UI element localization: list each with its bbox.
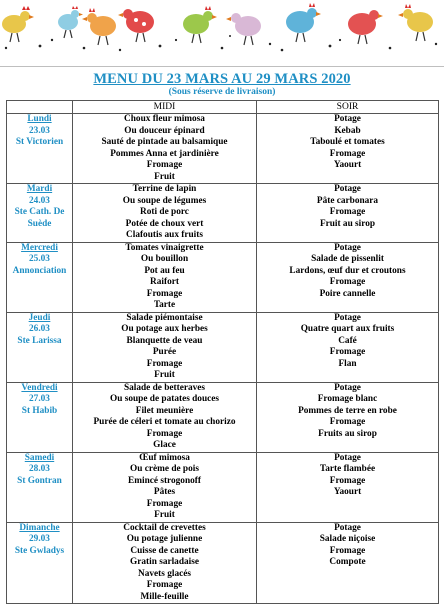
day-date: 24.03	[29, 195, 50, 206]
page-subtitle: (Sous réserve de livraison)	[168, 87, 276, 97]
day-saint: Ste Larissa	[17, 335, 62, 346]
soir-cell	[257, 114, 439, 184]
day-cell	[7, 522, 73, 604]
day-cell	[7, 242, 73, 312]
soir-dish: Fruits au sirop	[318, 428, 377, 439]
day-saint: St Habib	[21, 405, 58, 416]
soir-dish: Quatre quart aux fruits	[300, 324, 395, 334]
midi-dish: Filet meunière	[135, 405, 194, 416]
day-saint: Ste Gwladys	[14, 545, 65, 556]
table-row	[7, 184, 439, 243]
soir-dish: Pâte carbonara	[316, 195, 379, 206]
midi-dish: Salade de betteraves	[123, 382, 206, 393]
midi-dish: Fruit	[154, 171, 175, 182]
soir-dish: Yaourt	[333, 160, 362, 170]
midi-dish: Tomates vinaigrette	[125, 242, 204, 253]
header-day	[7, 101, 73, 114]
day-cell	[7, 382, 73, 452]
midi-dish: Fromage	[146, 498, 183, 509]
day-saint: Ste Cath. De Suède	[14, 207, 65, 229]
soir-dish: Potage	[334, 522, 361, 533]
soir-dish: Fromage	[329, 475, 366, 486]
midi-dish: Roti de porc	[140, 207, 189, 217]
chicken-icon	[58, 6, 83, 38]
soir-cell	[257, 242, 439, 312]
soir-dish: Potage	[334, 312, 361, 323]
midi-cell	[73, 452, 257, 522]
table-row	[7, 242, 439, 312]
midi-dish: Pot au feu	[144, 265, 185, 276]
chicken-icon	[286, 3, 321, 42]
soir-dish: Yaourt	[333, 487, 362, 497]
day-cell	[7, 184, 73, 243]
chicken-icon	[183, 6, 217, 43]
midi-dish: Glace	[153, 440, 176, 450]
day-name: Samedi	[24, 452, 55, 463]
midi-dish: Ou douceur épinard	[124, 125, 205, 136]
soir-dish: Kebab	[334, 125, 361, 136]
midi-dish: Fromage	[146, 428, 183, 439]
soir-dish: Potage	[334, 242, 361, 253]
midi-dish: Emincé strogonoff	[128, 475, 201, 486]
midi-dish: Fromage	[146, 580, 183, 590]
midi-dish: Fruit	[154, 370, 175, 380]
soir-dish: Pommes de terre en robe	[298, 405, 397, 416]
soir-cell	[257, 522, 439, 604]
midi-cell	[73, 382, 257, 452]
soir-dish: Potage	[334, 184, 361, 194]
midi-dish: Fromage	[146, 160, 183, 170]
midi-dish: Pâtes	[153, 487, 176, 497]
soir-dish: Flan	[338, 358, 357, 369]
midi-dish: Ou soupe de légumes	[122, 195, 207, 206]
midi-dish: Cuisse de canette	[130, 545, 199, 556]
midi-dish: Navets glacés	[138, 568, 191, 579]
day-cell	[7, 114, 73, 184]
soir-dish: Poire cannelle	[319, 288, 376, 299]
table-row	[7, 522, 439, 604]
midi-cell	[73, 312, 257, 382]
midi-dish: Ou crème de pois	[130, 464, 199, 474]
table-row	[7, 452, 439, 522]
table-row	[7, 312, 439, 382]
soir-dish: Compote	[329, 557, 366, 567]
soir-dish: Potage	[334, 114, 361, 124]
midi-dish: Ou bouillon	[140, 254, 189, 264]
table-header-row	[7, 101, 439, 114]
midi-dish: Fruit	[154, 510, 175, 520]
day-name: Jeudi	[28, 312, 51, 323]
midi-cell	[73, 242, 257, 312]
midi-dish: Cocktail de crevettes	[123, 522, 206, 533]
day-date: 27.03	[29, 394, 50, 404]
midi-dish: Œuf mimosa	[139, 452, 190, 463]
midi-dish: Fromage	[146, 358, 183, 369]
separator-line	[0, 66, 444, 67]
soir-dish: Fromage	[329, 545, 366, 556]
soir-cell	[257, 184, 439, 243]
day-date: 28.03	[29, 464, 50, 474]
scattered-dots-decoration	[5, 35, 437, 51]
day-cell	[7, 452, 73, 522]
soir-dish: Taboulé et tomates	[310, 137, 385, 147]
day-cell	[7, 312, 73, 382]
midi-dish: Ou soupe de patates douces	[110, 394, 219, 404]
midi-dish: Raifort	[150, 277, 179, 287]
day-name: Mercredi	[21, 242, 58, 253]
midi-dish: Clafoutis aux fruits	[126, 230, 203, 240]
midi-dish: Purée	[152, 347, 177, 357]
menu-body	[7, 114, 439, 604]
soir-dish: Fromage	[329, 347, 366, 357]
chicken-icon	[82, 8, 116, 45]
day-date: 25.03	[29, 254, 50, 264]
soir-cell	[257, 452, 439, 522]
menu-table	[6, 100, 439, 604]
day-date: 23.03	[29, 125, 50, 136]
soir-dish: Lardons, œuf dur et croutons	[289, 265, 406, 276]
chicken-icon	[226, 13, 261, 45]
midi-dish: Purée de céleri et tomate au chorizo	[93, 417, 236, 427]
soir-dish: Café	[338, 335, 357, 346]
midi-cell	[73, 184, 257, 243]
day-name: Vendredi	[21, 382, 58, 393]
soir-cell	[257, 382, 439, 452]
chicken-banner-illustration	[0, 0, 444, 56]
day-saint: St Gontran	[17, 475, 62, 486]
midi-dish: Blanquette de veau	[126, 335, 203, 346]
midi-cell	[73, 522, 257, 604]
midi-dish: Ou potage aux herbes	[121, 324, 208, 334]
soir-dish: Potage	[334, 382, 361, 393]
day-date: 26.03	[29, 324, 50, 334]
midi-dish: Ou potage julienne	[126, 534, 203, 544]
soir-dish: Fromage blanc	[317, 394, 378, 404]
day-saint: Annonciation	[12, 265, 67, 276]
soir-dish: Fromage	[329, 277, 366, 287]
midi-dish: Sauté de pintade au balsamique	[101, 137, 228, 147]
midi-dish: Terrine de lapin	[132, 184, 197, 194]
day-name: Dimanche	[19, 522, 60, 533]
soir-dish: Fromage	[329, 207, 366, 217]
midi-dish: Gratin sarladaise	[130, 557, 199, 567]
page-title: MENU DU 23 MARS AU 29 MARS 2020	[93, 71, 351, 87]
midi-dish: Potée de choux vert	[125, 218, 204, 229]
soir-dish: Tarte flambée	[319, 464, 376, 474]
midi-dish: Tarte	[153, 300, 176, 310]
soir-dish: Fromage	[329, 417, 366, 427]
midi-dish: Pommes Anna et jardinière	[110, 148, 219, 159]
midi-dish: Choux fleur mimosa	[124, 114, 205, 124]
midi-dish: Salade piémontaise	[126, 312, 203, 323]
chicken-icon	[2, 6, 34, 42]
chicken-icon	[348, 10, 383, 44]
midi-dish: Fromage	[146, 288, 183, 299]
chicken-icon	[398, 4, 433, 41]
header-soir: SOIR	[257, 101, 439, 114]
soir-dish: Fromage	[329, 148, 366, 159]
soir-dish: Potage	[334, 452, 361, 463]
soir-cell	[257, 312, 439, 382]
day-name: Lundi	[27, 114, 52, 124]
day-name: Mardi	[26, 184, 53, 194]
soir-dish: Fruit au sirop	[319, 218, 376, 229]
chicken-icon	[118, 9, 154, 42]
midi-cell	[73, 114, 257, 184]
midi-dish: Mille-feuille	[140, 591, 189, 602]
soir-dish: Salade de pissenlit	[311, 254, 384, 264]
day-saint: St Victorien	[15, 137, 64, 147]
table-row	[7, 382, 439, 452]
header-midi: MIDI	[73, 101, 257, 114]
day-date: 29.03	[29, 534, 50, 544]
soir-dish: Salade niçoise	[319, 534, 376, 544]
table-row	[7, 114, 439, 184]
